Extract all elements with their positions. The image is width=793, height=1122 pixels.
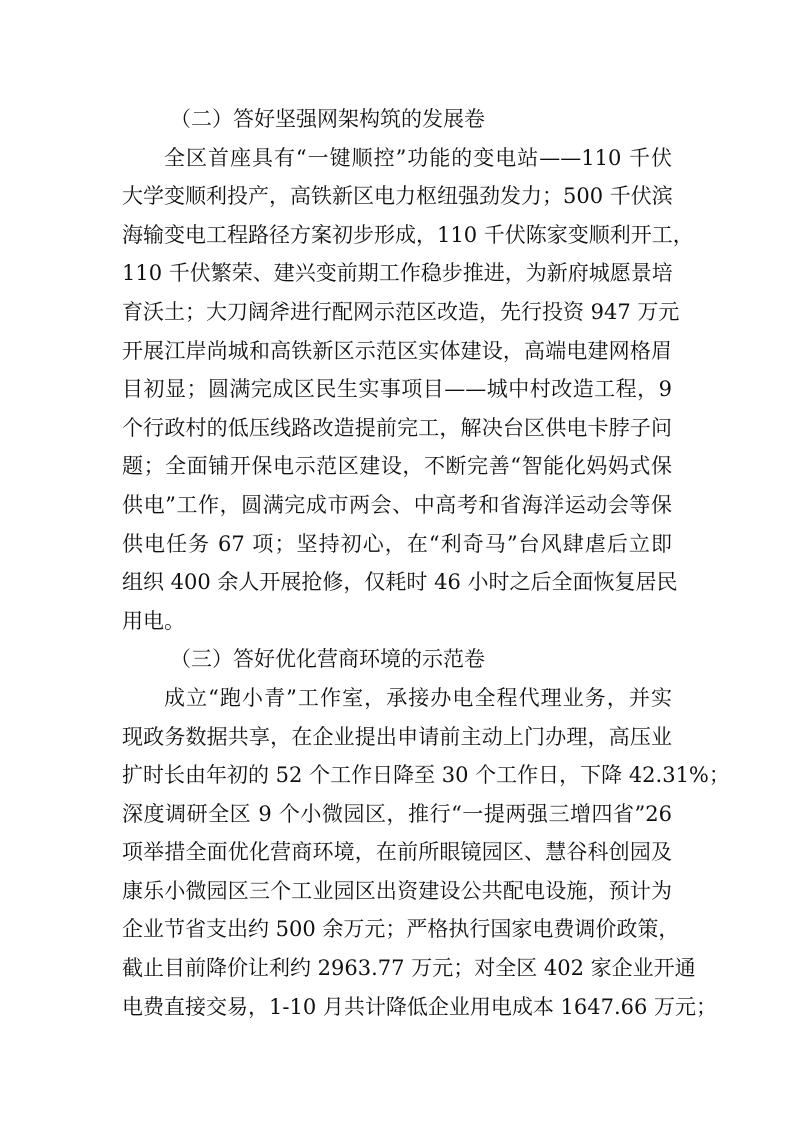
paragraph-line: 截止目前降价让利约 2963.77 万元；对全区 402 家企业开通 — [122, 956, 696, 981]
paragraph-line: 育沃土；大刀阔斧进行配网示范区改造，先行投资 947 万元 — [122, 299, 680, 324]
paragraph-line: 项举措全面优化营商环境，在前所眼镜园区、慧谷科创园及 — [122, 840, 672, 865]
paragraph-line: 目初显；圆满完成区民生实事项目——城中村改造工程，9 — [122, 377, 672, 402]
paragraph-line: 开展江岸尚城和高铁新区示范区实体建设，高端电建网格眉 — [122, 338, 672, 363]
paragraph-line: 扩时长由年初的 52 个工作日降至 30 个工作日，下降 42.31%； — [122, 763, 730, 788]
paragraph-line: 深度调研全区 9 个小微园区，推行“一提两强三增四省”26 — [122, 801, 672, 826]
paragraph-section-2 — [122, 139, 694, 641]
paragraph-line: 海输变电工程路径方案初步形成，110 千伏陈家变顺利开工， — [122, 222, 694, 247]
paragraph-line: 电费直接交易，1-10 月共计降低企业用电成本 1647.66 万元； — [122, 994, 718, 1019]
paragraph-line: 用电。 — [122, 608, 185, 633]
paragraph-line: 成立“跑小青”工作室，承接办电全程代理业务，并实 — [164, 685, 672, 710]
section-heading-2: （二）答好坚强网架构筑的发展卷 — [170, 107, 485, 131]
paragraph-line: 供电任务 67 项；坚持初心，在“利奇马”台风肆虐后立即 — [122, 531, 672, 556]
paragraph-line: 现政务数据共享，在企业提出申请前主动上门办理，高压业 — [122, 724, 672, 749]
paragraph-line: 组织 400 余人开展抢修，仅耗时 46 小时之后全面恢复居民 — [122, 570, 678, 595]
paragraph-line: 企业节省支出约 500 余万元；严格执行国家电费调价政策， — [122, 917, 680, 942]
paragraph-section-3 — [122, 679, 730, 1026]
document-page — [122, 100, 730, 1026]
paragraph-line: 康乐小微园区三个工业园区出资建设公共配电设施，预计为 — [122, 878, 672, 903]
paragraph-line: 110 千伏繁荣、建兴变前期工作稳步推进，为新府城愿景培 — [122, 261, 673, 286]
paragraph-line: 题；全面铺开保电示范区建设，不断完善“智能化妈妈式保 — [122, 454, 672, 479]
paragraph-line: 供电”工作，圆满完成市两会、中高考和省海洋运动会等保 — [122, 492, 672, 517]
paragraph-line: 大学变顺利投产，高铁新区电力枢纽强劲发力；500 千伏滨 — [122, 184, 673, 209]
paragraph-line: 全区首座具有“一键顺控”功能的变电站——110 千伏 — [164, 145, 672, 170]
paragraph-line: 个行政村的低压线路改造提前完工，解决台区供电卡脖子问 — [122, 415, 672, 440]
section-heading-3: （三）答好优化营商环境的示范卷 — [170, 647, 485, 672]
